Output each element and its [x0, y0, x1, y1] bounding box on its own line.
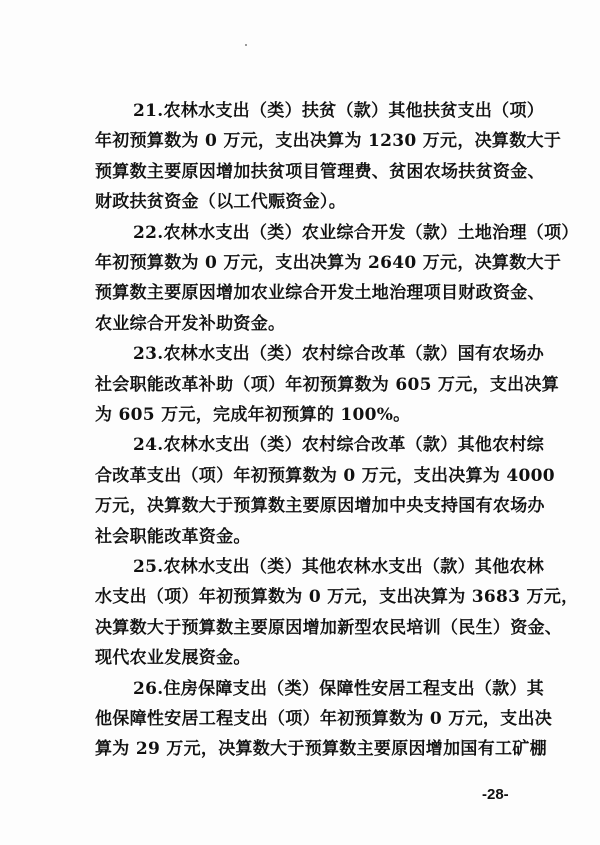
paragraph-line: 年初预算数为 0 万元，支出决算为 1230 万元，决算数大于 — [95, 131, 562, 152]
paragraph-line: 水支出（项）年初预算数为 0 万元，支出决算为 3683 万元， — [95, 587, 579, 608]
paragraph-line: 为 605 万元，完成年初预算的 100%。 — [95, 405, 411, 425]
paragraph-line: 合改革支出（项）年初预算数为 0 万元，支出决算为 4000 — [95, 465, 555, 486]
paragraph-line: 决算数大于预算数主要原因增加新型农民培训（民生）资金、 — [95, 617, 563, 638]
paragraph-line: 25.农林水支出（类）其他农林水支出（款）其他农林 — [133, 557, 545, 577]
paragraph-line: 22.农林水支出（类）农业综合开发（款）土地治理（项） — [133, 222, 579, 243]
paragraph-line: 万元，决算数大于预算数主要原因增加中央支持国有农场办 — [95, 496, 545, 517]
page-number: -28- — [482, 786, 509, 803]
paragraph-line: 现代农业发展资金。 — [95, 648, 251, 669]
paragraph-line: 财政扶贫资金（以工代赈资金）。 — [95, 192, 346, 213]
paragraph-line: 预算数主要原因增加扶贫项目管理费、贫困农场扶贫资金、 — [95, 161, 545, 182]
paragraph-line: 社会职能改革补助（项）年初预算数为 605 万元，支出决算 — [95, 374, 560, 395]
paragraph-line: 预算数主要原因增加农业综合开发土地治理项目财政资金、 — [95, 283, 545, 304]
paragraph-line: 23.农林水支出（类）农村综合改革（款）国有农场办 — [133, 344, 545, 365]
paragraph-line: 26.住房保障支出（类）保障性安居工程支出（款）其 — [133, 678, 545, 699]
paragraph-line: 24.农林水支出（类）农村综合改革（款）其他农村综 — [133, 435, 545, 456]
paragraph-line: 年初预算数为 0 万元，支出决算为 2640 万元，决算数大于 — [95, 253, 562, 273]
paragraph-line: 21.农林水支出（类）扶贫（款）其他扶贫支出（项） — [133, 101, 545, 121]
paragraph-line: 他保障性安居工程支出（项）年初预算数为 0 万元，支出决 — [95, 709, 553, 729]
scan-speck — [245, 44, 247, 46]
paragraph-line: 农业综合开发补助资金。 — [95, 313, 286, 334]
paragraph-line: 社会职能改革资金。 — [95, 526, 251, 547]
paragraph-line: 算为 29 万元，决算数大于预算数主要原因增加国有工矿棚 — [95, 739, 547, 760]
